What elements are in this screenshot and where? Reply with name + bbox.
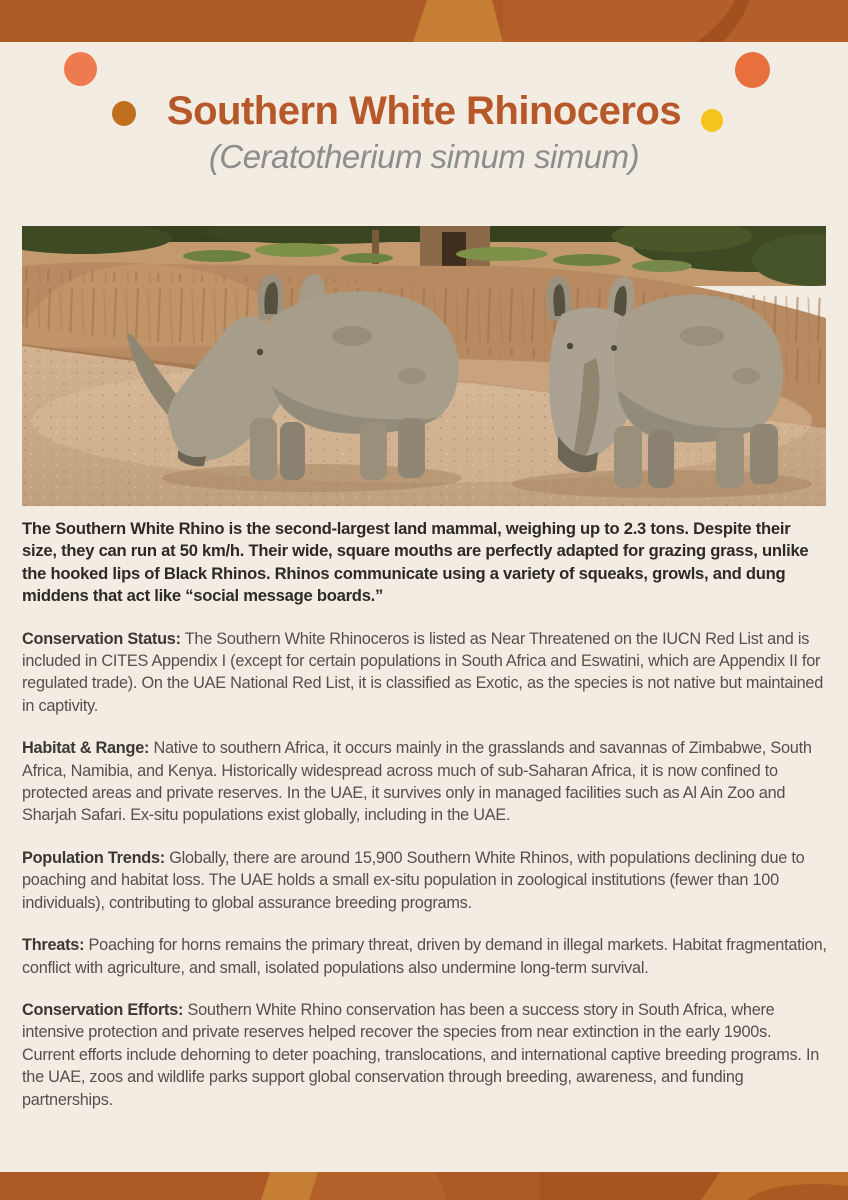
section-text: Native to southern Africa, it occurs mainly in the grasslands and savannas of Zimbabwe, South Africa, Namibia, and Kenya. Historically widespread across much of sub-Saharan Africa, it is now confined to protected areas and private reserves. In the UAE, it survives only in managed facilities such as Al Ain Zoo and Sharjah Safari. Ex-situ populations exist globally, including in the UAE. bbox=[22, 739, 812, 825]
species-latin-name: (Ceratotherium simum simum) bbox=[208, 138, 640, 175]
section-label: Threats: bbox=[22, 936, 85, 955]
section-conservation-status bbox=[22, 628, 828, 718]
rhino-photo bbox=[22, 226, 826, 506]
top-decorative-bar bbox=[0, 0, 848, 42]
section-text: Southern White Rhino conservation has been a success story in South Africa, where intensive protection and private reserves helped recover the species from near extinction in the early 1900s. Current efforts include dehorning to deter poaching, translocations, and international captive breeding programs. In the UAE, zoos and wildlife parks support global conservation through breeding, awareness, and funding partnerships. bbox=[22, 1000, 820, 1109]
section-habitat-range bbox=[22, 737, 828, 827]
section-label: Conservation Efforts: bbox=[22, 1000, 184, 1019]
section-text: Globally, there are around 15,900 Southern White Rhinos, with populations declining due to poaching and habitat loss. The UAE holds a small ex-situ population in zoological institutions (fewer than 100 individuals), contributing to global assurance breeding programs. bbox=[22, 848, 805, 912]
section-label: Habitat & Range: bbox=[22, 739, 150, 758]
page-title: Southern White Rhinoceros bbox=[166, 89, 682, 133]
section-label: Conservation Status: bbox=[22, 629, 181, 648]
section-text: The Southern White Rhinoceros is listed as Near Threatened on the IUCN Red List and is included in CITES Appendix I (except for certain populations in South Africa and Eswatini, which are Appendix II for regulated trade). On the UAE National Red List, it is classified as Exotic, as the species is not native but maintained in captivity. bbox=[22, 629, 824, 715]
article bbox=[22, 518, 828, 1131]
section-population-trends bbox=[22, 847, 828, 914]
decorative-dot-orange-icon bbox=[735, 52, 770, 88]
decorative-dot-brown-icon bbox=[112, 101, 136, 126]
section-label: Population Trends: bbox=[22, 848, 165, 867]
bottom-decorative-bar bbox=[0, 1172, 848, 1200]
section-threats bbox=[22, 934, 828, 979]
intro-paragraph: The Southern White Rhino is the second-largest land mammal, weighing up to 2.3 tons. Despite their size, they can run at 50 km/h. Their wide, square mouths are perfectly adapted for grazing grass, unlike the hooked lips of Black Rhinos. Rhinos communicate using a variety of squeaks, growls, and dung middens that act like “social message boards.” bbox=[22, 519, 809, 606]
decorative-dot-salmon-icon bbox=[64, 52, 97, 86]
section-conservation-efforts bbox=[22, 999, 828, 1111]
decorative-dot-yellow-icon bbox=[701, 109, 723, 132]
section-text: Poaching for horns remains the primary threat, driven by demand in illegal markets. Habitat fragmentation, conflict with agriculture, and small, isolated populations also undermine long-term survival. bbox=[22, 936, 827, 977]
